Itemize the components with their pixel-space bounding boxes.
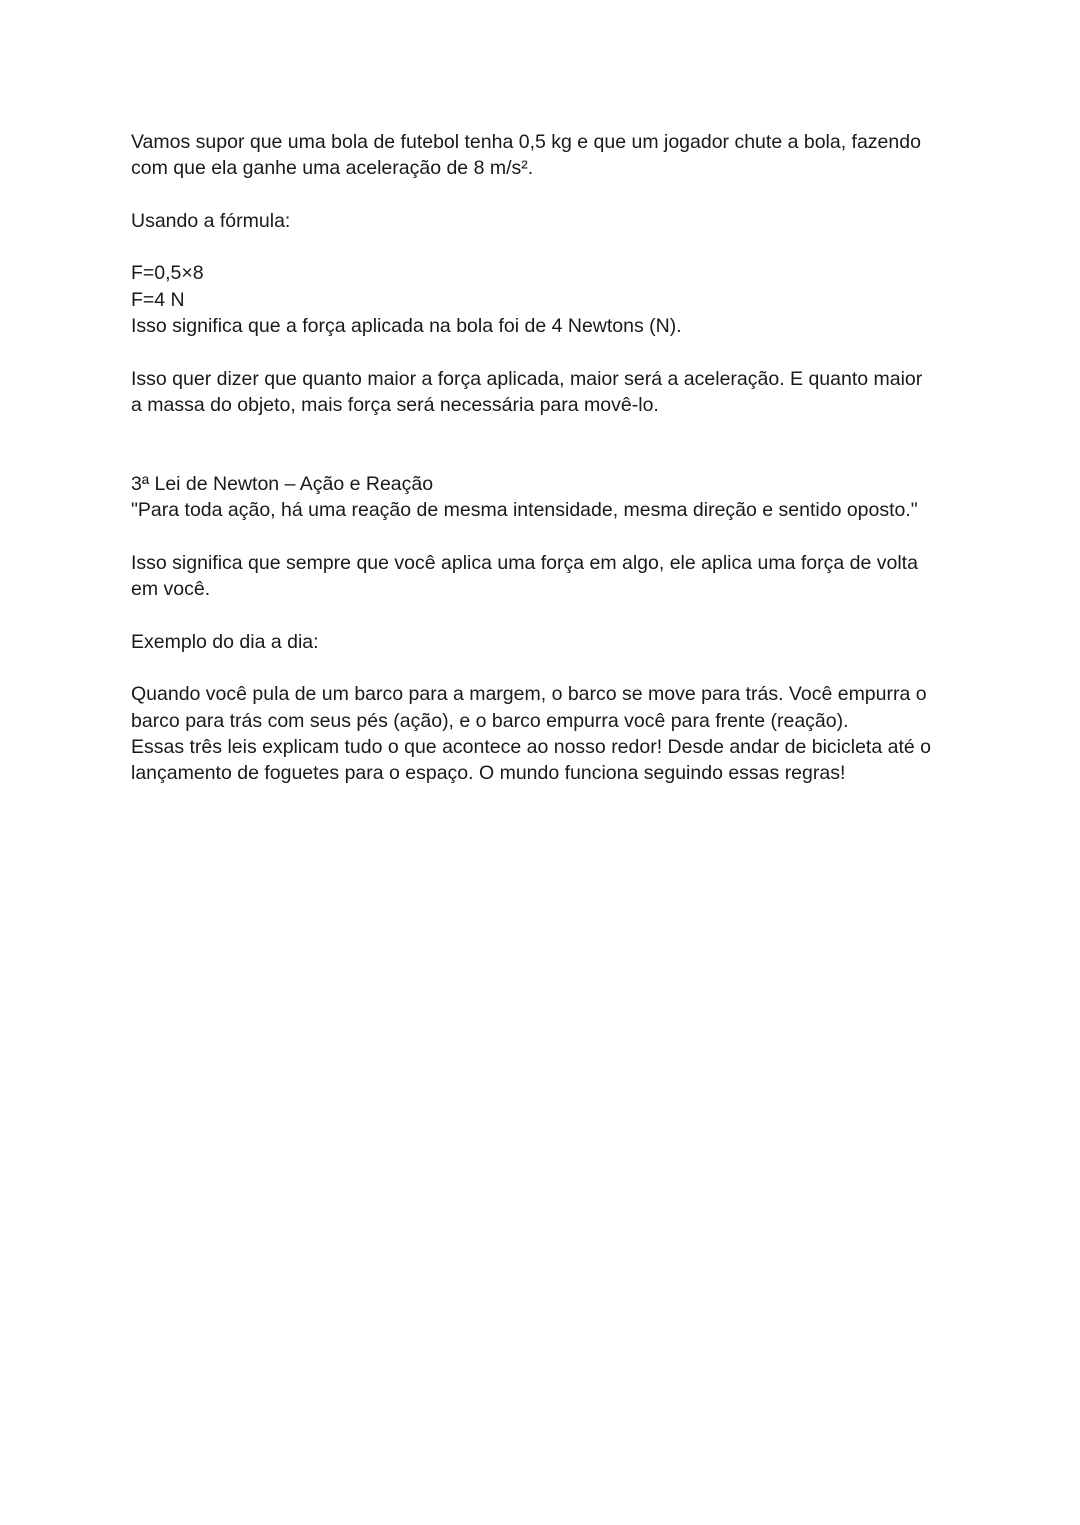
explanation-line: em você. [131,578,211,601]
formula-intro: Usando a fórmula: [131,209,291,232]
blank-line [131,655,961,681]
example-intro: Exemplo do dia a dia: [131,630,319,653]
conclusion-line: Isso quer dizer que quanto maior a força aplicada, maior será a aceleração. E quanto maior [131,367,923,390]
example-line: barco para trás com seus pés (ação), e o barco empurra você para frente (reação). [131,709,849,732]
result-sentence: Isso significa que a força aplicada na bola foi de 4 Newtons (N). [131,315,682,338]
example-paragraph-line: Vamos supor que uma bola de futebol tenha 0,5 kg e que um jogador chute a bola, fazendo [131,131,921,153]
section-heading: 3ª Lei de Newton – Ação e Reação [131,472,434,495]
blank-line [131,523,961,549]
law-quote: "Para toda ação, há uma reação de mesma intensidade, mesma direção e sentido oposto." [131,499,918,522]
second-law-example [131,129,961,418]
blank-line [131,418,961,444]
example-paragraph-line: com que ela ganhe uma aceleração de 8 m/s². [131,157,534,180]
blank-line [131,602,961,628]
closing-line: lançamento de foguetes para o espaço. O mundo funciona seguindo essas regras! [131,762,846,785]
document-body [131,129,961,786]
closing-line: Essas três leis explicam tudo o que acontece ao nosso redor! Desde andar de bicicleta até o [131,735,931,758]
example-line: Quando você pula de um barco para a margem, o barco se move para trás. Você empurra o [131,683,927,706]
formula-line: F=0,5×8 [131,262,204,285]
conclusion-line: a massa do objeto, mais força será necessária para movê-lo. [131,393,659,416]
blank-line [131,234,961,260]
blank-line [131,182,961,208]
explanation-line: Isso significa que sempre que você aplica uma força em algo, ele aplica uma força de volta [131,551,918,574]
third-law-section [131,471,961,787]
formula-result: F=4 N [131,288,185,311]
blank-line [131,445,961,471]
blank-line [131,339,961,365]
